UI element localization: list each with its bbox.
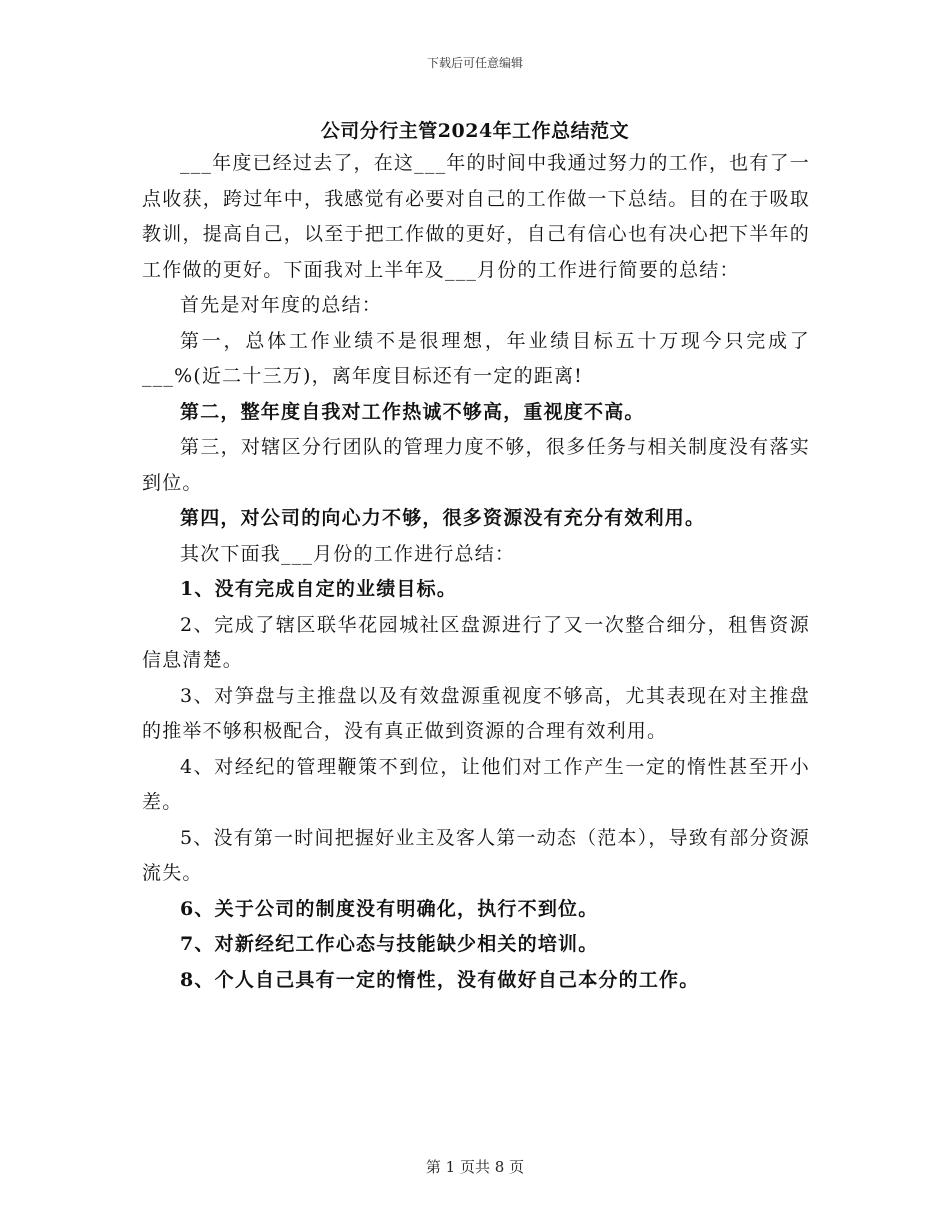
list-item-6: 6、关于公司的制度没有明确化，执行不到位。 (180, 897, 599, 920)
list-item-1: 1、没有完成自定的业绩目标。 (180, 578, 458, 600)
document-title: 公司分行主管2024年工作总结范文 (320, 120, 630, 142)
page-footer: 第 1 页共 8 页 (425, 1158, 525, 1176)
list-item-7: 7、对新经纪工作心态与技能缺少相关的培训。 (180, 933, 599, 955)
list-item-5: 5、没有第一时间把握好业主及客人第一动态（范本），导致有部分资源流失。 (142, 826, 810, 884)
list-item-4: 4、对经纪的管理鞭策不到位，让他们对工作产生一定的惰性甚至开小差。 (142, 755, 810, 813)
paragraph-point-1: 第一，总体工作业绩不是很理想，年业绩目标五十万现今只完成了___%(近二十三万)，离年度目标还有一定的距离! (142, 329, 810, 387)
paragraph-intro: ___年度已经过去了，在这___年的时间中我通过努力的工作，也有了一点收获，跨过年中，我感觉有必要对自己的工作做一下总结。目的在于吸取教训，提高自己，以至于把工作做的更好，自己有信心也有决心把下半年的工作做的更好。下面我对上半年及___月份的工作进行简要的总结： (142, 152, 810, 281)
paragraph-point-2: 第二，整年度自我对工作热诚不够高，重视度不高。 (180, 400, 645, 423)
paragraph-point-4: 第四，对公司的向心力不够，很多资源没有充分有效利用。 (180, 507, 706, 529)
paragraph-point-3: 第三，对辖区分行团队的管理力度不够，很多任务与相关制度没有落实到位。 (142, 436, 810, 494)
list-item-8: 8、个人自己具有一定的惰性，没有做好自己本分的工作。 (180, 968, 700, 991)
paragraph-monthly-heading: 其次下面我___月份的工作进行总结： (180, 542, 516, 565)
document-body (142, 146, 810, 998)
list-item-3: 3、对笋盘与主推盘以及有效盘源重视度不够高，尤其表现在对主推盘的推举不够积极配合，没有真正做到资源的合理有效利用。 (142, 684, 810, 742)
header-note: 下载后可任意编辑 (426, 56, 523, 70)
list-item-2: 2、完成了辖区联华花园城社区盘源进行了又一次整合细分，租售资源信息清楚。 (142, 613, 810, 671)
paragraph-annual-heading: 首先是对年度的总结： (180, 294, 383, 316)
